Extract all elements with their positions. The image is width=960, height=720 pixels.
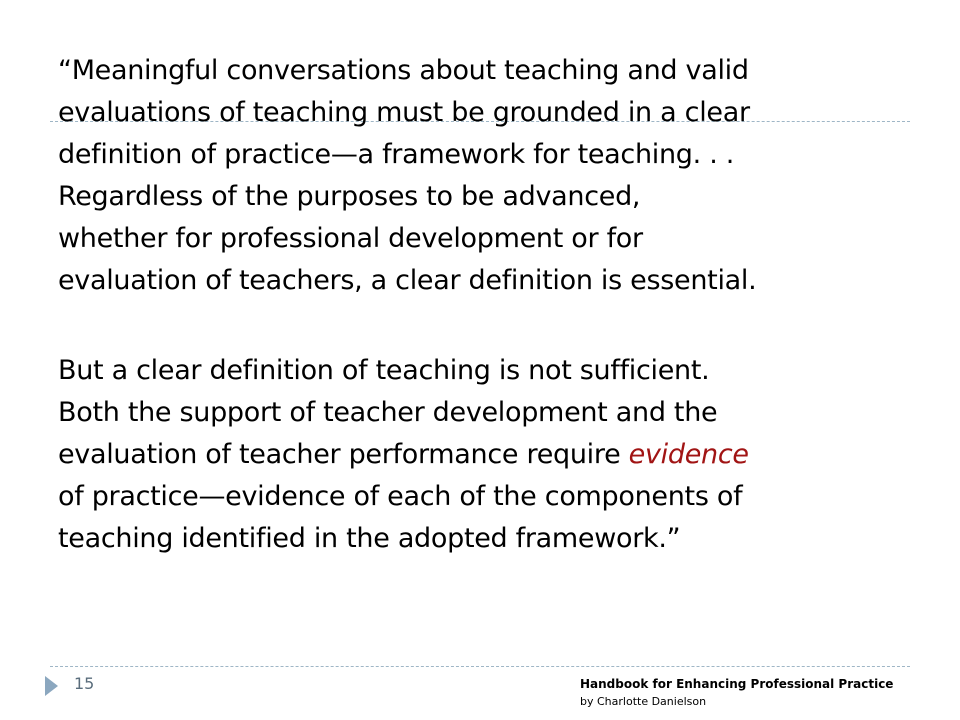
source-title: Handbook for Enhancing Professional Practice xyxy=(580,677,894,691)
bottom-divider xyxy=(50,666,910,667)
emphasis-word: evidence xyxy=(628,439,749,470)
footer-source xyxy=(580,676,893,710)
page-number: 15 xyxy=(74,674,95,693)
quote-line: evaluation of teachers, a clear definition is essential. xyxy=(58,265,757,296)
quote-line: “Meaningful conversations about teaching and valid xyxy=(58,55,749,86)
quote-line: teaching identified in the adopted framework.” xyxy=(58,523,681,554)
paragraph-gap xyxy=(58,302,918,350)
quote-line: definition of practice—a framework for teaching. . . xyxy=(58,139,735,170)
quote-line: evaluations of teaching must be grounded in a clear xyxy=(58,97,750,128)
triangle-bullet-icon xyxy=(45,676,58,696)
quote-line: of practice—evidence of each of the components of xyxy=(58,481,743,512)
quote-line: But a clear definition of teaching is not sufficient. xyxy=(58,355,710,386)
quote-block xyxy=(58,50,918,560)
quote-line: Both the support of teacher development and the xyxy=(58,397,718,428)
quote-line: Regardless of the purposes to be advanced, xyxy=(58,181,641,212)
quote-line-with-emphasis xyxy=(58,434,918,476)
quote-line: whether for professional development or for xyxy=(58,223,643,254)
quote-text: evaluation of teacher performance require xyxy=(58,439,629,470)
source-author: by Charlotte Danielson xyxy=(580,695,707,708)
